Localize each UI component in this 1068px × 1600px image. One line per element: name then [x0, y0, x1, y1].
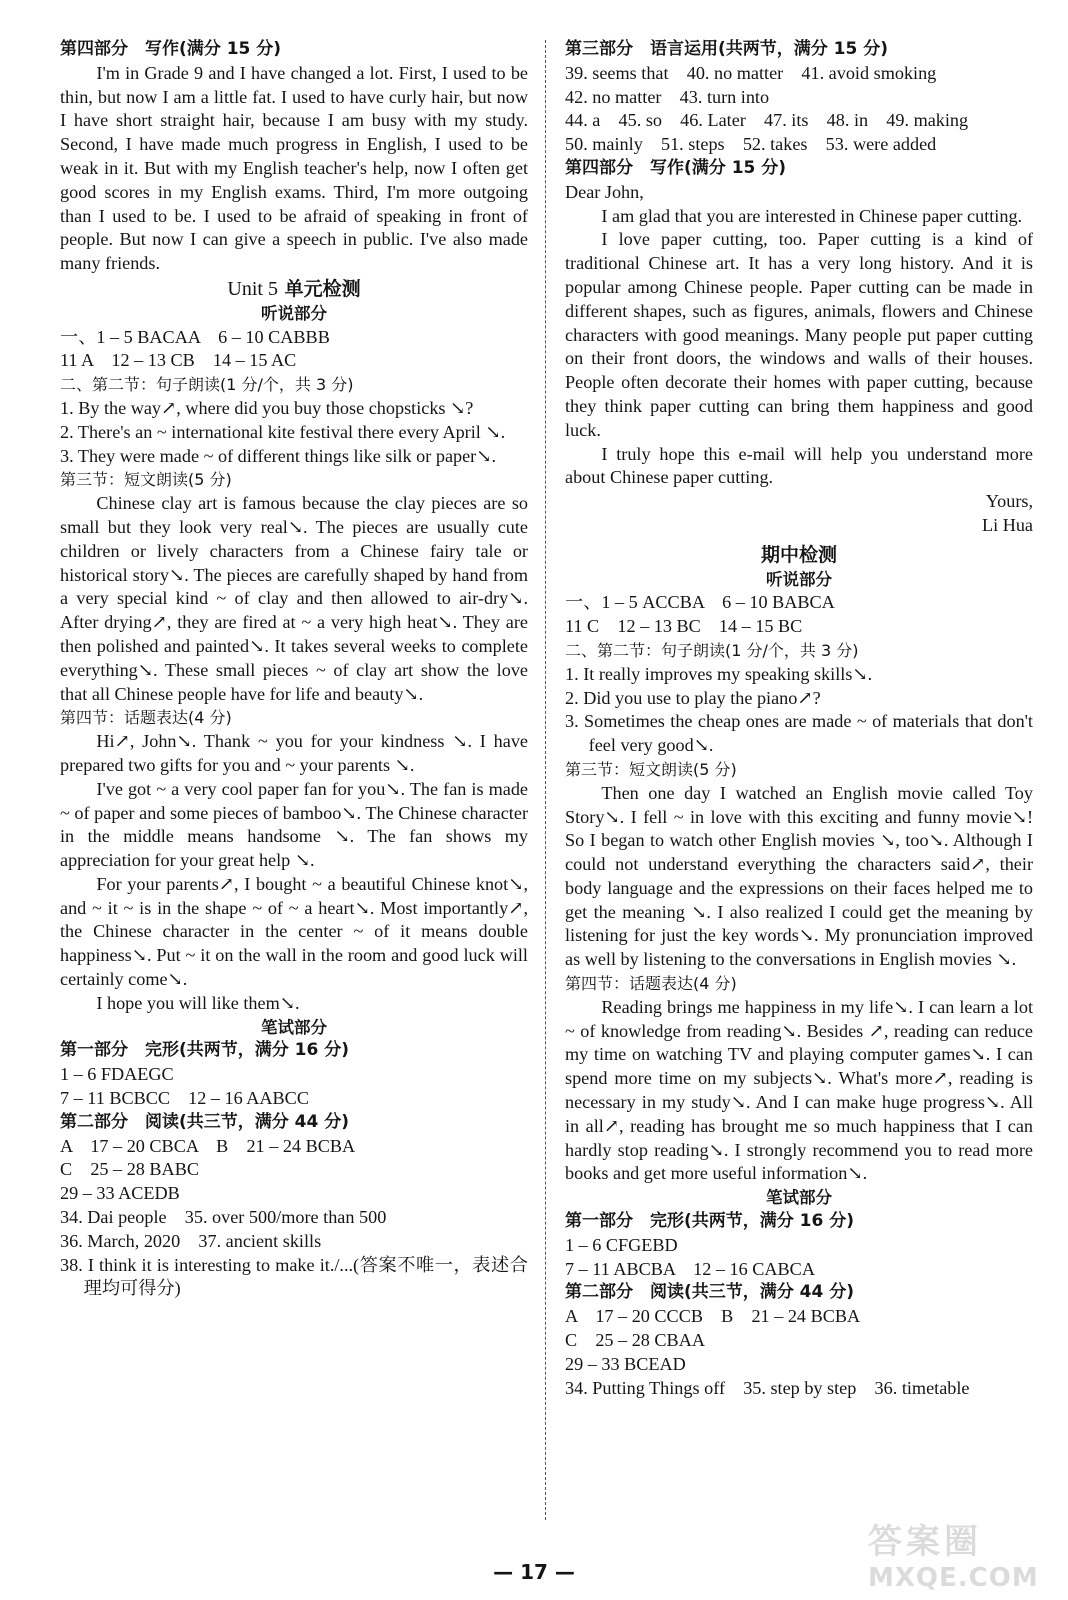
sentence-item: 2. There's an ~ international kite festival there every April ↘. — [60, 421, 506, 442]
answer-line: A 17 – 20 CBCA B 21 – 24 BCBA — [60, 1135, 356, 1156]
answer-line: 34. Putting Things off 35. step by step 36. timetable — [565, 1377, 970, 1398]
answer-line: 38. I think it is interesting to make it./...(答案不唯一，表述合理均可得分) — [60, 1254, 528, 1299]
section-heading: 二、第二节：句子朗读(1 分/个，共 3 分) — [60, 375, 354, 395]
answer-line: 1 – 6 CFGEBD — [565, 1234, 678, 1255]
letter-paragraph: I truly hope this e-mail will help you understand more about Chinese paper cutting. — [565, 443, 1033, 488]
topic-paragraph: I hope you will like them↘. — [96, 992, 300, 1013]
watermark-logo — [868, 1514, 1058, 1592]
answer-line: 29 – 33 BCEAD — [565, 1353, 686, 1374]
column-divider — [545, 40, 546, 1520]
answer-line: 11 A 12 – 13 CB 14 – 15 AC — [60, 350, 297, 371]
midterm-title: 期中检测 — [760, 543, 837, 566]
answer-line: 1 – 6 FDAEGC — [60, 1064, 174, 1085]
section-heading: 第四节：话题表达(4 分) — [60, 708, 232, 728]
page-number: — 17 — — [493, 1560, 575, 1584]
listening-title: 听说部分 — [261, 303, 327, 323]
right-column — [565, 38, 1033, 1400]
reading-passage: Chinese clay art is famous because the clay pieces are so small but they look very real↘. The pieces are usually cute children or lively characters from a Chinese fairy tale or historical story↘. The pieces are carefully shaped by hand from a very special kind ~ of clay and then allowed to air-dry↘. After drying↗, they are fired at ~ a very high heat↘. They are then polished and painted↘. It takes several weeks to complete everything↘. These small pieces ~ of clay art show the love that all Chinese people have for life and beauty↘. — [60, 493, 528, 704]
answer-line: A 17 – 20 CCCB B 21 – 24 BCBA — [565, 1306, 861, 1327]
unit5-title-cn: 单元检测 — [284, 277, 361, 300]
letter-closing: Yours, — [985, 491, 1033, 512]
topic-paragraph: I've got ~ a very cool paper fan for you↘. The fan is made ~ of paper and some pieces of bamboo↘. The Chinese character in the middle means handsome ↘. The fan shows my appreciation for your great help ↘. — [60, 778, 528, 871]
answer-line: 7 – 11 ABCBA 12 – 16 CABCA — [565, 1258, 815, 1279]
topic-paragraph: Reading brings me happiness in my life↘. I can learn a lot ~ of knowledge from reading↘. Besides ↗, reading can reduce my time on watching TV and playing computer games↘. I can spend more time on my subjects↘. What's more↗, reading is necessary in my study↘. And I can make huge progress↘. All in all↗, reading has brought me so much happiness that I can hardly stop reading↘. I strongly recommend you to read more books and get more useful information↘. — [565, 996, 1033, 1184]
part-heading: 第二部分 阅读(共三节，满分 44 分) — [60, 1111, 350, 1132]
answer-line: 44. a 45. so 46. Later 47. its 48. in 49. making — [565, 110, 969, 131]
sentence-item: 3. They were made ~ of different things like silk or paper↘. — [60, 445, 497, 466]
answer-line: C 25 – 28 BABC — [60, 1159, 199, 1180]
answer-line: 50. mainly 51. steps 52. takes 53. were added — [565, 134, 937, 155]
answer-line: 42. no matter 43. turn into — [565, 86, 770, 107]
part-heading: 第三部分 语言运用(共两节，满分 15 分) — [565, 39, 889, 59]
reading-passage: Then one day I watched an English movie called Toy Story↘. I fell ~ in love with this exciting and funny movie↘! So I began to watch other English movies ↘, too↘. Although I could not understand everything the characters said↗, their body language and the expressions on their faces helped me to get the meaning ↘. I also realized I could get the meaning by listening for just the key words↘. My pronunciation improved as well by listening to the conversations in English movies ↘. — [565, 782, 1033, 970]
answer-line: 29 – 33 ACEDB — [60, 1183, 180, 1204]
answer-line: C 25 – 28 CBAA — [565, 1330, 705, 1351]
section-heading: 第三节：短文朗读(5 分) — [60, 470, 232, 490]
answer-line: 11 C 12 – 13 BC 14 – 15 BC — [565, 616, 803, 637]
written-title: 笔试部分 — [261, 1017, 327, 1037]
sentence-item: 2. Did you use to play the piano↗? — [565, 687, 821, 708]
sentence-item: 3. Sometimes the cheap ones are made ~ of materials that don't feel very good↘. — [565, 711, 1033, 756]
watermark-bottom: MXQE.COM — [868, 1563, 1039, 1593]
part-heading: 第二部分 阅读(共三节，满分 44 分) — [565, 1282, 855, 1303]
unit5-title-en: Unit 5 — [227, 277, 278, 300]
writing-heading: 第四部分 写作(满分 15 分) — [60, 39, 282, 59]
answer-line: 7 – 11 BCBCC 12 – 16 AABCC — [60, 1088, 309, 1109]
part-heading: 第一部分 完形(共两节，满分 16 分) — [60, 1040, 350, 1061]
answer-line: 39. seems that 40. no matter 41. avoid smoking — [565, 62, 937, 83]
topic-paragraph: For your parents↗, I bought ~ a beautiful Chinese knot↘, and ~ it ~ is in the shape ~ of ~ a heart↘. Most importantly↗, the Chinese character in the center ~ of it means double happiness↘. Put ~ it on the wall in the room and good luck will certainly come↘. — [60, 873, 528, 990]
watermark-top: 答案圈 — [868, 1522, 982, 1562]
answer-line: 一、1 – 5 BACAA 6 – 10 CABBB — [60, 326, 330, 347]
part-heading: 第一部分 完形(共两节，满分 16 分) — [565, 1211, 855, 1232]
unit5-title — [60, 278, 528, 302]
writing-heading: 第四部分 写作(满分 15 分) — [565, 157, 787, 178]
left-column — [60, 38, 528, 1301]
listening-title: 听说部分 — [766, 569, 832, 589]
section-heading: 第三节：短文朗读(5 分) — [565, 759, 737, 779]
section-heading: 二、第二节：句子朗读(1 分/个，共 3 分) — [565, 640, 859, 660]
letter-salutation: Dear John, — [565, 181, 644, 202]
answer-line: 一、1 – 5 ACCBA 6 – 10 BABCA — [565, 592, 835, 613]
letter-signature: Li Hua — [981, 514, 1033, 535]
section-heading: 第四节：话题表达(4 分) — [565, 974, 737, 994]
topic-paragraph: Hi↗, John↘. Thank ~ you for your kindness ↘. I have prepared two gifts for you and ~ your parents ↘. — [60, 731, 528, 775]
letter-paragraph: I love paper cutting, too. Paper cutting is a kind of traditional Chinese art. It has a very long history. And it is popular among Chinese people. Paper cutting can be made in different shapes, such as figures, animals, flowers and Chinese characters with good meanings. Many people put paper cutting on their front doors, the windows and walls of their houses. People often decorate their homes with paper cutting, because they think paper cutting can bring them happiness and good luck. — [565, 229, 1033, 440]
written-title: 笔试部分 — [766, 1188, 832, 1208]
sentence-item: 1. It really improves my speaking skills↘. — [565, 663, 873, 684]
writing-essay: I'm in Grade 9 and I have changed a lot. First, I used to be thin, but now I am a little fat. I used to have curly hair, but now I have short straight hair, because I am busy with my study. Second, I have made much progress in English, I used to be weak in it. But with my English teacher's help, now I often get good scores in my English exams. Third, I'm more outgoing than I used to be. I used to be afraid of speaking in front of people. But now I can give a speech in public. I've also made many friends. — [60, 62, 528, 274]
letter-paragraph: I am glad that you are interested in Chinese paper cutting. — [601, 205, 1023, 226]
answer-line: 36. March, 2020 37. ancient skills — [60, 1230, 322, 1251]
sentence-item: 1. By the way↗, where did you buy those chopsticks ↘? — [60, 397, 474, 418]
answer-line: 34. Dai people 35. over 500/more than 500 — [60, 1207, 387, 1228]
